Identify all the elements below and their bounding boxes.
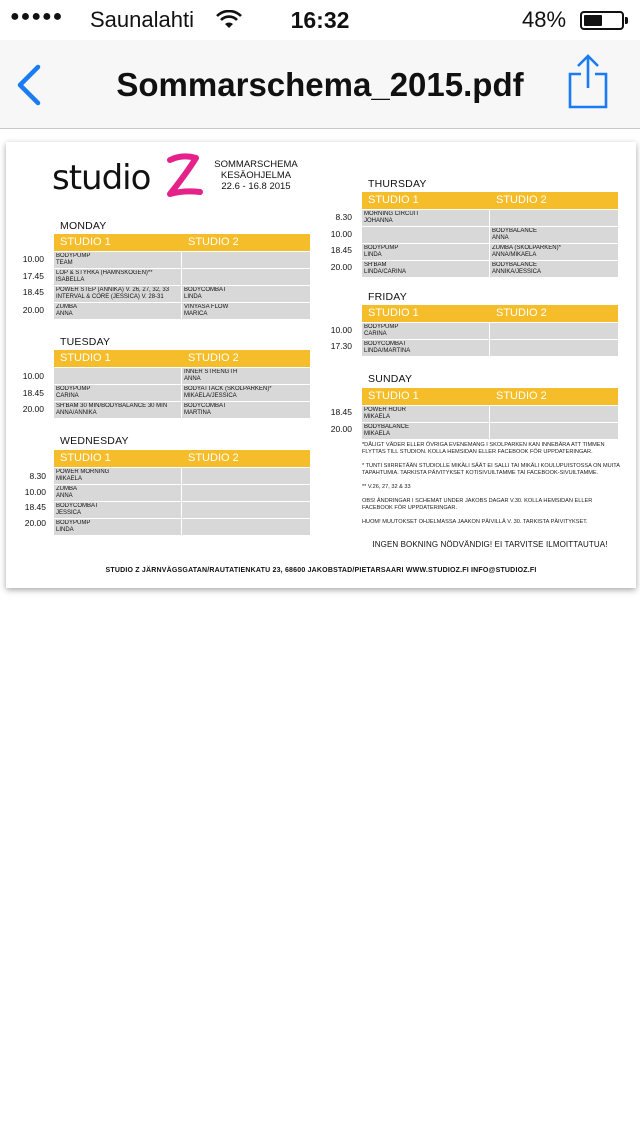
carrier-name: Saunalahti — [90, 7, 194, 32]
table-row: ZUMBA ANNA — [54, 484, 310, 501]
studio-2-header: STUDIO 2 — [496, 390, 547, 402]
time-label: 18.45 — [22, 287, 44, 297]
note-obs: OBS! ÄNDRINGAR I SCHEMAT UNDER JAKOBS DAGAR V.30. KOLLA HEMSIDAN ELLER FACEBOOK FÖR UPPDATERINGAR. — [362, 498, 593, 511]
day-title-sunday: SUNDAY — [368, 373, 413, 385]
heading-line-2: KESÄOHJELMA — [220, 170, 292, 181]
table-row: LÖP & STYRKA (HAMNSKOGEN)** ISABELLA — [54, 268, 310, 285]
time-label: 10.00 — [22, 254, 44, 264]
day-title-tuesday: TUESDAY — [60, 336, 111, 348]
schedule-notes — [362, 442, 620, 533]
table-header — [362, 305, 618, 322]
table-row: BODYPUMP CARINA BODYATTACK (SKOLPARKEN)* MIKAELA/JESSICA — [54, 384, 310, 401]
signal-strength-icon: ●●●●● — [10, 8, 64, 25]
studio-2-header: STUDIO 2 — [188, 236, 239, 248]
clock: 16:32 — [290, 7, 350, 33]
table-row: SH'BAM 30 MIN/BODYBALANCE 30 MIN ANNA/ANNIKA BODYCOMBAT MARTINA — [54, 401, 310, 418]
time-label: 20.00 — [24, 518, 46, 528]
time-label: 10.00 — [330, 229, 352, 239]
table-row: MORNING CIRCUIT JOHANNA — [362, 209, 618, 226]
day-title-thursday: THURSDAY — [368, 178, 427, 190]
time-label: 10.00 — [22, 371, 44, 381]
logo-wordmark: studio — [52, 158, 151, 198]
schedule-heading — [196, 159, 316, 192]
time-label: 17.45 — [22, 271, 44, 281]
table-row: BODYPUMP CARINA — [362, 322, 618, 339]
time-label: 18.45 — [22, 388, 44, 398]
table-header — [54, 234, 310, 251]
note-weather-sv: *DÅLIGT VÄDER ELLER ÖVRIGA EVENEMANG I SKOLPARKEN KAN INNEBÄRA ATT TIMMEN FLYTTAS TILL STUDION. KOLLA HEMSIDAN ELLER FACEBOOK FÖR UPPDATERINGAR. — [362, 442, 605, 455]
schedule-table-thursday — [362, 192, 618, 277]
schedule-table-wednesday — [54, 450, 310, 535]
table-row: INNER STRENGTH ANNA — [54, 367, 310, 384]
table-row: BODYPUMP LINDA ZUMBA (SKOLPARKEN)* ANNA/MIKAELA — [362, 243, 618, 260]
studio-1-header: STUDIO 1 — [60, 352, 111, 364]
studio-1-header: STUDIO 1 — [60, 236, 111, 248]
studio-2-header: STUDIO 2 — [496, 307, 547, 319]
time-label: 18.45 — [330, 407, 352, 417]
time-label: 20.00 — [22, 404, 44, 414]
day-title-wednesday: WEDNESDAY — [60, 435, 129, 447]
battery-icon — [580, 11, 624, 30]
studio-1-header: STUDIO 1 — [368, 390, 419, 402]
share-icon[interactable] — [566, 54, 610, 110]
time-label: 8.30 — [335, 212, 352, 222]
table-header — [54, 450, 310, 467]
time-label: 20.00 — [330, 424, 352, 434]
time-label: 8.30 — [29, 471, 46, 481]
schedule-table-tuesday — [54, 350, 310, 418]
table-row: SH'BAM LINDA/CARINA BODYBALANCE ANNIKA/JESSICA — [362, 260, 618, 277]
studio-2-header: STUDIO 2 — [188, 452, 239, 464]
table-row: BODYCOMBAT LINDA/MARTINA — [362, 339, 618, 356]
document-footer: STUDIO Z JÄRNVÄGSGATAN/RAUTATIENKATU 23, 68600 JAKOBSTAD/PIETARSAARI WWW.STUDIOZ.FI INFO@STUDIOZ.FI — [105, 567, 537, 574]
navigation-bar — [0, 40, 640, 129]
time-label: 10.00 — [24, 487, 46, 497]
note-huom: HUOM! MUUTOKSET OHJELMASSA JAAKON PÄIVILLÄ V. 30. TARKISTA PÄIVITYKSET. — [362, 519, 588, 525]
table-row: BODYBALANCE MIKAELA — [362, 422, 618, 439]
time-label: 18.45 — [24, 502, 46, 512]
status-bar — [0, 0, 640, 40]
table-row: BODYPUMP TEAM — [54, 251, 310, 268]
studio-2-header: STUDIO 2 — [496, 194, 547, 206]
time-label: 17.30 — [330, 341, 352, 351]
table-row: ZUMBA ANNA VINYASA FLOW MARICA — [54, 302, 310, 319]
table-header — [362, 388, 618, 405]
day-title-friday: FRIDAY — [368, 291, 407, 303]
schedule-table-friday — [362, 305, 618, 356]
studio-z-logo — [52, 152, 202, 202]
table-row: POWER STEP (ANNIKA) V. 26, 27, 32, 33 INTERVAL & CORE (JESSICA) V. 28-31 BODYCOMBAT LINDA — [54, 285, 310, 302]
day-title-monday: MONDAY — [60, 220, 107, 232]
studio-2-header: STUDIO 2 — [188, 352, 239, 364]
table-row: BODYBALANCE ANNA — [362, 226, 618, 243]
table-row: BODYCOMBAT JESSICA — [54, 501, 310, 518]
heading-line-3: 22.6 - 16.8 2015 — [221, 181, 291, 192]
table-row: BODYPUMP LINDA — [54, 518, 310, 535]
time-label: 20.00 — [22, 305, 44, 315]
time-label: 18.45 — [330, 245, 352, 255]
document-title: Sommarschema_2015.pdf — [116, 66, 524, 103]
studio-1-header: STUDIO 1 — [368, 194, 419, 206]
battery-percentage: 48% — [522, 7, 567, 32]
schedule-table-monday — [54, 234, 310, 319]
schedule-table-sunday — [362, 388, 618, 439]
table-row: POWER MORNING MIKAELA — [54, 467, 310, 484]
heading-line-1: SOMMARSCHEMA — [214, 159, 298, 170]
pdf-page[interactable] — [6, 142, 636, 588]
table-row: POWER HOUR MIKAELA — [362, 405, 618, 422]
studio-1-header: STUDIO 1 — [60, 452, 111, 464]
note-weather-fi: * TUNTI SIIRRETÄÄN STUDIOLLE MIKÄLI SÄÄT EI SALLI TAI MIKÄLI KOULUPUISTOSSA ON MUITA TAPAHTUMIA. TARKISTA PÄIVITYKSET KOTISIVUILTAMME TAI FACEBOOK-SIVUILTAMME. — [362, 463, 620, 476]
table-header — [362, 192, 618, 209]
no-booking-notice: INGEN BOKNING NÖDVÄNDIG! EI TARVITSE ILMOITTAUTUA! — [372, 540, 608, 549]
note-weeks: ** V.26, 27, 32 & 33 — [362, 484, 411, 490]
studio-1-header: STUDIO 1 — [368, 307, 419, 319]
time-label: 10.00 — [330, 325, 352, 335]
time-label: 20.00 — [330, 262, 352, 272]
table-header — [54, 350, 310, 367]
